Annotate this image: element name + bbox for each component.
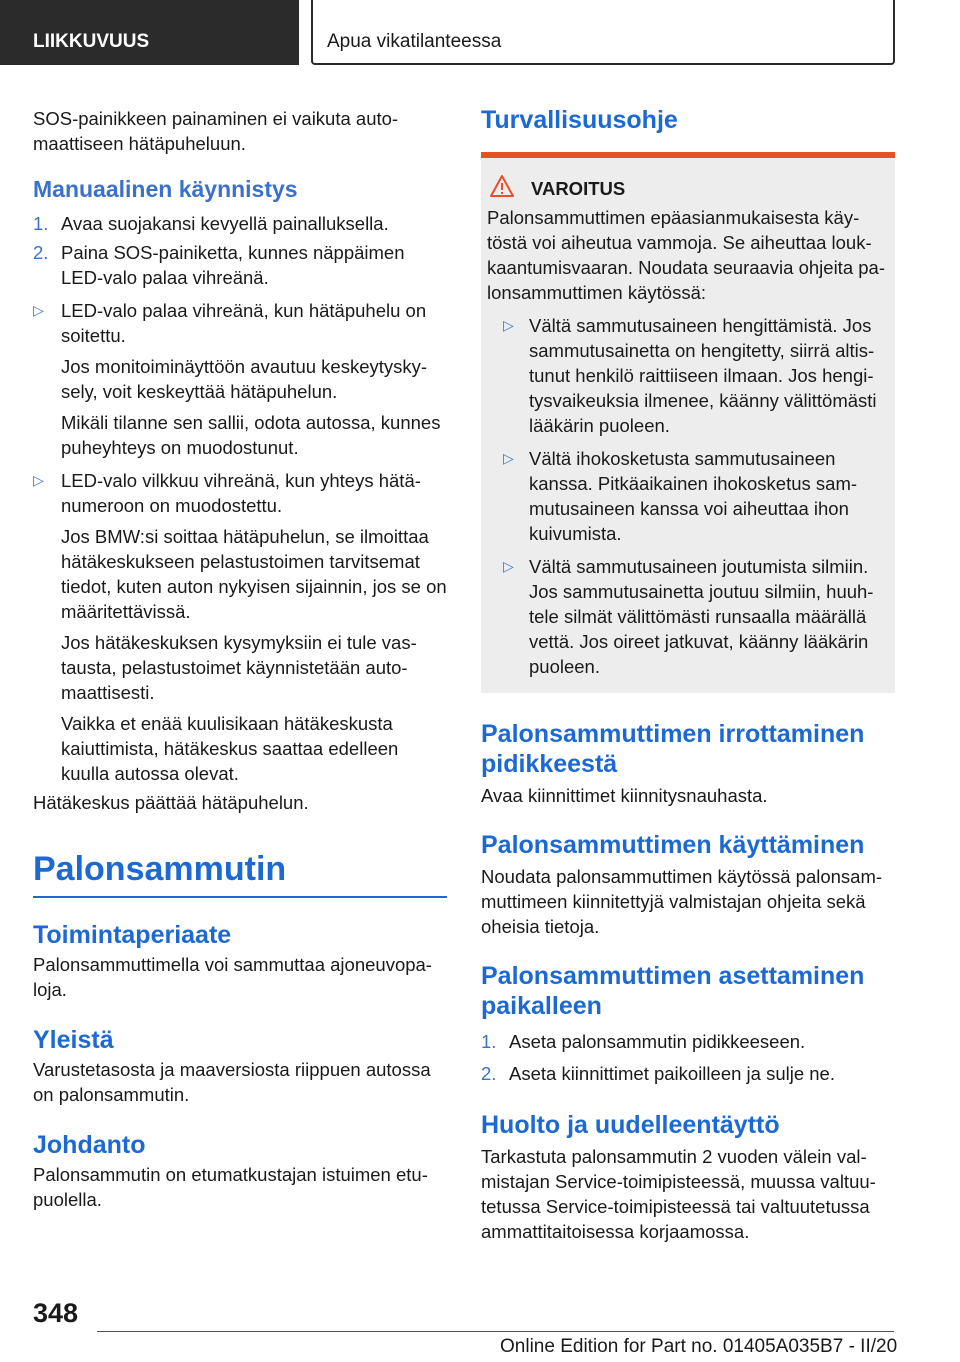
manual-start-heading: Manuaalinen käynnistys: [33, 176, 298, 202]
step-item: 2. Aseta kiinnittimet paikoilleen ja sulje ne.: [481, 1063, 835, 1084]
bullet-item: ▷ LED-valo vilkkuu vihreänä, kun yhteys hätä- numeroon on muodostettu.: [33, 470, 421, 516]
bullet-subtext: Jos hätäkeskuksen kysymyksiin ei tule vas- tausta, pelastustoimet käynnistetään auto- maattisesti.: [61, 632, 417, 703]
triangle-right-icon: ▷: [33, 302, 44, 318]
bullet-item: ▷ LED-valo palaa vihreänä, kun hätäpuhelu on soitettu.: [33, 300, 427, 346]
safety-heading: Turvallisuusohje: [481, 106, 678, 134]
general-text: Varustetasosta ja maaversiosta riippuen autossa on palonsammutin.: [33, 1059, 431, 1105]
principle-text: Palonsammuttimella voi sammuttaa ajoneuvopa- loja.: [33, 954, 432, 1000]
triangle-right-icon: ▷: [33, 472, 44, 488]
section-title: LIIKKUVUUS: [33, 31, 150, 52]
warning-title: VAROITUS: [487, 176, 887, 201]
footer-divider: [97, 1331, 894, 1332]
right-column: [481, 98, 895, 1244]
service-text: Tarkastuta palonsammutin 2 vuoden välein val- mistajan Service-toimipisteessä, muussa valtuu- tetussa Service-toimipisteessä tai valtuutetussa ammattitaitoisessa korjaamossa.: [481, 1146, 876, 1242]
step-item: 1. Avaa suojakansi kevyellä painalluksella.: [33, 213, 389, 234]
left-column: [33, 98, 447, 1212]
intro-section-text: Palonsammutin on etumatkustajan istuimen etu- puolella.: [33, 1164, 428, 1210]
usage-heading: Palonsammuttimen käyttäminen: [481, 831, 865, 859]
step-item: 1. Aseta palonsammutin pidikkeeseen.: [481, 1031, 806, 1052]
triangle-right-icon: ▷: [503, 558, 514, 574]
step-item: 2. Paina SOS-painiketta, kunnes näppäimen LED-valo palaa vihreänä.: [33, 242, 405, 288]
intro-heading: Johdanto: [33, 1131, 146, 1159]
extinguisher-title: Palonsammutin: [33, 850, 287, 888]
edition-text: Online Edition for Part no. 01405A035B7 - II/20: [500, 1336, 898, 1357]
manual-start-steps: [33, 211, 447, 290]
closing-text: Hätäkeskus päättää hätäpuhelun.: [33, 792, 309, 813]
bullet-subtext: Vaikka et enää kuulisikaan hätäkeskusta kaiuttimista, hätäkeskus saattaa edelleen kuulla autossa olevat.: [61, 713, 399, 784]
section-tab: [0, 0, 299, 65]
intro-text: SOS-painikkeen painaminen ei vaikuta auto- maattiseen hätäpuheluun.: [33, 108, 399, 154]
bullet-subtext: Jos monitoiminäyttöön avautuu keskeytysky- sely, voit keskeyttää hätäpuhelun.: [61, 356, 428, 402]
warning-triangle-icon: [489, 174, 515, 204]
chapter-tab: [311, 0, 895, 65]
mount-steps: [481, 1029, 895, 1086]
removal-heading: Palonsammuttimen irrottaminen pidikkeestä: [481, 720, 865, 778]
chapter-title: Apua vikatilanteessa: [327, 31, 502, 52]
bullet-subtext: Mikäli tilanne sen sallii, odota autossa, kunnes puheyhteys on muodostunut.: [61, 412, 441, 458]
removal-text: Avaa kiinnittimet kiinnitysnauhasta.: [481, 785, 768, 806]
principle-heading: Toimintaperiaate: [33, 921, 232, 949]
triangle-right-icon: ▷: [503, 450, 514, 466]
usage-text: Noudata palonsammuttimen käytössä palonsam- muttimeen kiinnitettyjä valmistajan ohjeita sekä oheisia tietoja.: [481, 866, 883, 937]
warning-item: ▷ Vältä sammutusaineen hengittämistä. Jos sammutusainetta on hengitetty, siirrä altis- tunut henkilö raittiiseen ilmaan. Jos hengi- tysvaikeuksia ilmenee, käänny välittömästi lääkärin puoleen.: [503, 315, 877, 436]
page-number: 348: [33, 1298, 79, 1328]
warning-box: [481, 152, 895, 693]
title-divider: [33, 896, 447, 898]
mount-heading: Palonsammuttimen asettaminen paikalleen: [481, 962, 865, 1020]
warning-item: ▷ Vältä sammutusaineen joutumista silmiin. Jos sammutusainetta joutuu silmiin, huuh- tele silmät välittömästi runsaalla määrällä vettä. Jos oireet jatkuvat, käänny lääkärin puoleen.: [503, 556, 874, 677]
general-heading: Yleistä: [33, 1026, 114, 1054]
warning-text: Palonsammuttimen epäasianmukaisesta käy- töstä voi aiheutua vammoja. Se aiheuttaa louk- kaantumisvaaran. Noudata seuraavia ohjeita pa- lonsammuttimen käytössä:: [487, 207, 885, 303]
service-heading: Huolto ja uudelleentäyttö: [481, 1111, 780, 1139]
warning-item: ▷ Vältä ihokosketusta sammutusaineen kanssa. Pitkäaikainen ihokosketus sam- mutusaineen kanssa voi aiheuttaa ihon kuivumista.: [503, 448, 858, 544]
bullet-subtext: Jos BMW:si soittaa hätäpuhelun, se ilmoittaa hätäkeskukseen pelastustoimen tarvitsemat tiedot, kuten auton nykyisen sijainnin, jos se on määritettävissä.: [61, 526, 447, 622]
triangle-right-icon: ▷: [503, 317, 514, 333]
